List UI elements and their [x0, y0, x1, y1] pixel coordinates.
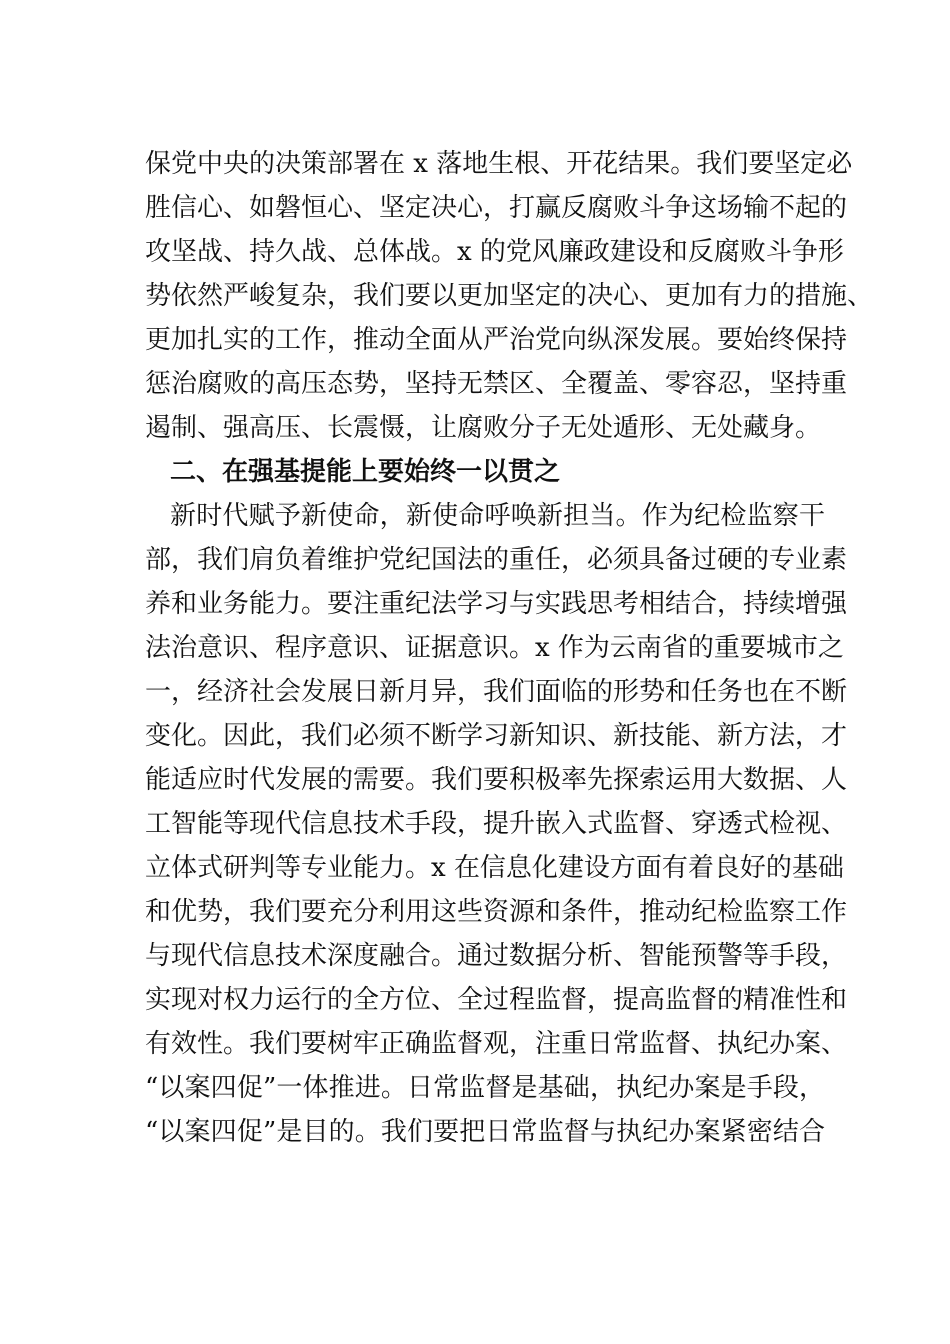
text-line: “以案四促”是目的。我们要把日常监督与执纪办案紧密结合	[145, 1117, 825, 1147]
text-line: 立体式研判等专业能力。x 在信息化建设方面有着良好的基础	[145, 853, 844, 883]
text-line: 养和业务能力。要注重纪法学习与实践思考相结合，持续增强	[145, 589, 848, 619]
text-line: 保党中央的决策部署在 x 落地生根、开花结果。我们要坚定必	[145, 149, 853, 179]
text-line: 和优势，我们要充分利用这些资源和条件，推动纪检监察工作	[145, 897, 848, 927]
text-line: 与现代信息技术深度融合。通过数据分析、智能预警等手段，	[145, 941, 848, 971]
text-line: 胜信心、如磐恒心、坚定决心，打赢反腐败斗争这场输不起的	[145, 193, 848, 223]
text-line: 有效性。我们要树牢正确监督观，注重日常监督、执纪办案、	[145, 1029, 848, 1059]
text-line: “以案四促”一体推进。日常监督是基础，执纪办案是手段，	[145, 1073, 825, 1103]
text-line: 攻坚战、持久战、总体战。x 的党风廉政建设和反腐败斗争形	[145, 237, 844, 267]
text-line: 遏制、强高压、长震慑，让腐败分子无处遁形、无处藏身。	[145, 413, 822, 443]
text-line: 更加扎实的工作，推动全面从严治党向纵深发展。要始终保持	[145, 325, 848, 355]
text-line: 部，我们肩负着维护党纪国法的重任，必须具备过硬的专业素	[145, 545, 848, 575]
text-line: 变化。因此，我们必须不断学习新知识、新技能、新方法，才	[145, 721, 848, 751]
text-line: 势依然严峻复杂，我们要以更加坚定的决心、更加有力的措施、	[145, 281, 874, 311]
text-line: 法治意识、程序意识、证据意识。x 作为云南省的重要城市之	[145, 633, 844, 663]
text-line: 新时代赋予新使命，新使命呼唤新担当。作为纪检监察干	[170, 501, 825, 531]
text-line: 一，经济社会发展日新月异，我们面临的形势和任务也在不断	[145, 677, 848, 707]
text-line: 惩治腐败的高压态势，坚持无禁区、全覆盖、零容忍，坚持重	[145, 369, 848, 399]
text-line: 实现对权力运行的全方位、全过程监督，提高监督的精准性和	[145, 985, 848, 1015]
text-line: 工智能等现代信息技术手段，提升嵌入式监督、穿透式检视、	[145, 809, 848, 839]
section-heading: 二、在强基提能上要始终一以贯之	[170, 457, 561, 487]
text-line: 能适应时代发展的需要。我们要积极率先探索运用大数据、人	[145, 765, 848, 795]
